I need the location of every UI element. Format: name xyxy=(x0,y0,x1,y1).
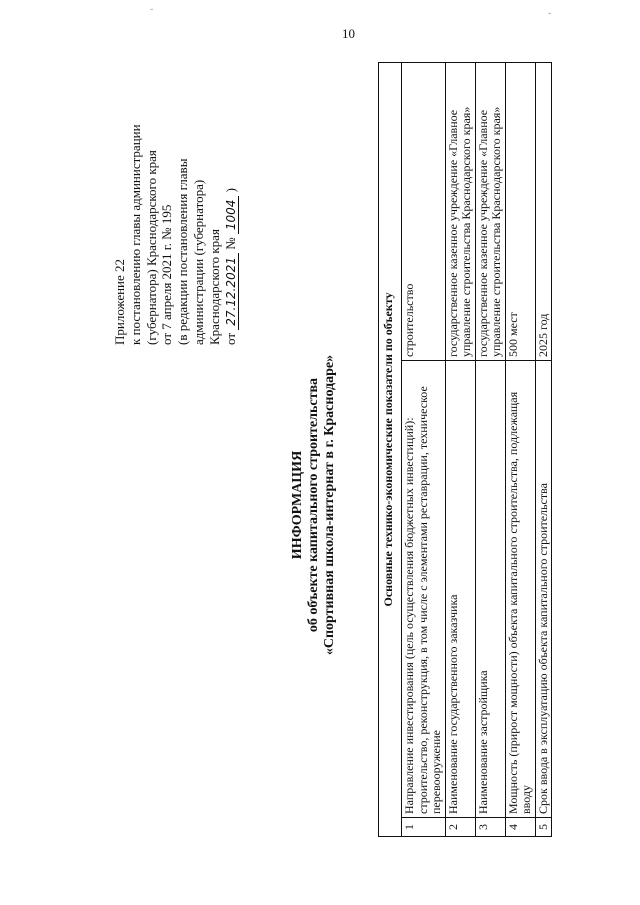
scan-speck: ˘ xyxy=(150,8,154,19)
table-row xyxy=(535,63,552,837)
indicators-table xyxy=(378,62,552,837)
row-number: 3 xyxy=(475,818,505,837)
appendix-line: от 7 апреля 2021 г. № 195 xyxy=(159,204,175,345)
appendix-line: (губернатора) Краснодарского края xyxy=(143,150,159,345)
appendix-line: администрации (губернатора) xyxy=(190,179,206,345)
appendix-date-line xyxy=(223,95,240,345)
scan-speck: ˘ xyxy=(548,12,552,23)
handwritten-number: 1004 xyxy=(224,196,239,235)
closing-paren: ) xyxy=(222,187,238,193)
title-subheading: об объекте капитального строительства xyxy=(306,377,321,633)
row-value: государственное казенное учреждение «Главное управление строительства Краснодарского края» xyxy=(475,63,505,361)
row-value: 500 мест xyxy=(505,63,535,361)
table-header-row xyxy=(379,63,402,837)
appendix-line: Краснодарского края xyxy=(206,229,222,345)
title-object-name: «Спортивная школа-интернат в г. Краснодаре» xyxy=(322,354,337,656)
number-prefix: № xyxy=(222,237,238,250)
row-label: Мощность (прирост мощности) объекта капитального строительства, подлежащая вводу xyxy=(505,361,535,818)
appendix-block xyxy=(112,95,239,345)
appendix-line: Приложение 22 xyxy=(112,258,127,345)
row-number: 5 xyxy=(535,818,552,837)
row-label: Срок ввода в эксплуатацию объекта капитального строительства xyxy=(535,361,552,818)
appendix-line: к постановлению главы администрации xyxy=(127,124,143,345)
row-label: Наименование застройщика xyxy=(475,361,505,818)
table-row xyxy=(402,63,446,837)
table-row xyxy=(505,63,535,837)
row-number: 4 xyxy=(505,818,535,837)
page-number: 10 xyxy=(342,26,355,41)
row-value: государственное казенное учреждение «Главное управление строительства Краснодарского края» xyxy=(445,63,475,361)
table-row xyxy=(475,63,505,837)
date-prefix: от xyxy=(222,332,238,345)
row-value: 2025 год xyxy=(535,63,552,361)
handwritten-date: 27.12.2021 xyxy=(224,253,239,330)
appendix-line: (в редакции постановления главы xyxy=(175,158,191,345)
document-title xyxy=(290,255,338,755)
row-value: строительство xyxy=(402,63,446,361)
row-label: Направление инвестирования (цель осуществления бюджетных инвестиций): строительство, реконструкция, в том числе с элементами реставрации, техническое перевооружение xyxy=(402,361,446,818)
table-header: Основные технико-экономические показатели по объекту xyxy=(379,63,402,837)
table-row xyxy=(445,63,475,837)
row-label: Наименование государственного заказчика xyxy=(445,361,475,818)
row-number: 2 xyxy=(445,818,475,837)
row-number: 1 xyxy=(402,818,446,837)
title-heading: ИНФОРМАЦИЯ xyxy=(290,450,305,560)
